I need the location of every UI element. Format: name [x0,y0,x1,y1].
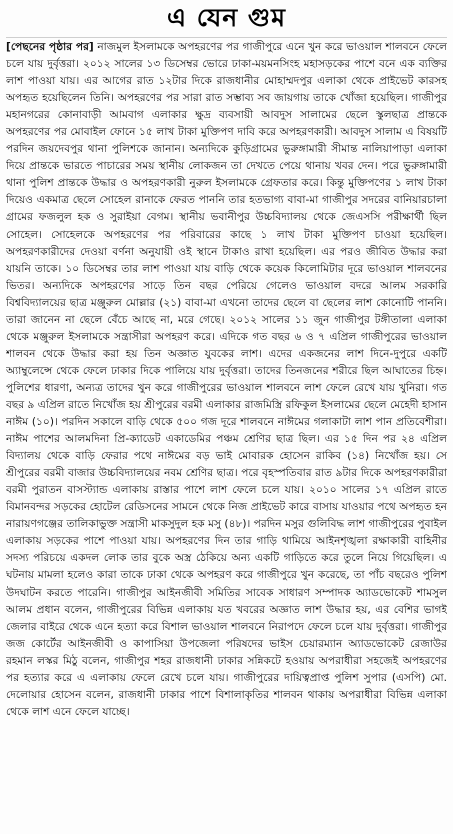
article-text: নাজমুল ইসলামকে অপহরণের পর গাজীপুরে এনে খুন করে ভাওয়াল শালবনে ফেলে চলে যায় দুর্বৃত্তরা। ২০১২ সালের ১৩ ডিসেম্বর ভোরে ঢাকা-ময়মনসিংহ মহাসড়কের পাশে বনে এক ব্যক্তির লাশ পাওয়া যায়। এর আগের রাত ১২টার দিকে রাজধানীর মোহাম্মদপুর এলাকা থেকে প্রাইভেট কারসহ অপহৃত হয়েছিলেন তিনি। অপহরণের পর সারা রাত সম্ভাব্য সব জায়গায় তাকে খোঁজা হয়েছিল। গাজীপুর মহানগরের কোনাবাড়ী আমবাগ এলাকার ক্ষুদ্র ব্যবসায়ী আবদুস সালামের ছেলে স্কুলছাত্র প্রান্তকে অপহরণের পর মোবাইল ফোনে ১৫ লাখ টাকা মুক্তিপণ দাবি করে অপহরণকারী। আবদুস সালাম এ বিষয়টি পরদিন জয়দেবপুর থানা পুলিশকে জানান। অন্যদিকে কুড়িগ্রামের ভুরুঙ্গামারী সীমান্ত নালিয়াপাড়া এলাকা দিয়ে প্রান্তকে ভারতে পাচারের সময় স্থানীয় লোকজন তা দেখতে পেয়ে থানায় খবর দেন। পরে ভুরুঙ্গামারী থানা পুলিশ প্রান্তকে উদ্ধার ও অপহরণকারী নুরুল ইসলামকে গ্রেফতার করে। কিন্তু মুক্তিপণের ১ লাখ টাকা দিয়েও একমাত্র ছেলে সোহেল রানাকে ফেরত পাননি তার হতভাগ্য বাবা-মা গাজীপুর সদরের বানিয়ারচালা গ্রামের ফজলুল হক ও সুরাইয়া বেগম। স্থানীয় ভবানীপুর উচ্চবিদ্যালয় থেকে জেএসসি পরীক্ষার্থী ছিল সোহেল। সোহেলকে অপহরণের পর পরিবারের কাছে ১ লাখ টাকা মুক্তিপণ চাওয়া হয়েছিল। অপহরণকারীদের দেওয়া বর্ণনা অনুযায়ী ওই স্থানে টাকাও রাখা হয়েছিল। এর পরও জীবিত উদ্ধার করা যায়নি তাকে। ১০ ডিসেম্বর তার লাশ পাওয়া যায় বাড়ি থেকে কয়েক কিলোমিটার দূরে ভাওয়াল শালবনের ভিতর। অন্যদিকে অপহরণের সাড়ে তিন বছর পেরিয়ে গেলেও ভাওয়াল বদরে আলম সরকারি বিশ্ববিদ্যালয়ের ছাত্র মঞ্জুরুল মোল্লার (২১) বাবা-মা এখনো তাদের ছেলে বা ছেলের লাশ কোনোটি পাননি। তারা জানেন না ছেলে বেঁচে আছে না, মরে গেছে। ২০১২ সালের ১১ জুন গাজীপুর টঙ্গীতালা এলাকা থেকে মঞ্জুরুল ইসলামকে সন্ত্রাসীরা অপহরণ করে। এদিকে গত বছর ৬ ও ৭ এপ্রিল গাজীপুরের ভাওয়াল শালবন থেকে উদ্ধার করা হয় তিন অজ্ঞাত যুবকের লাশ। এদের একজনের লাশ দিনে-দুপুরে একটি অ্যাম্বুলেন্সে থেকে ফেলে ঢাকার দিকে পালিয়ে যায় দুর্বৃত্তরা। তাদের তিনজনের শরীরে ছিল আঘাতের চিহ্ন। পুলিশের ধারণা, অন্যত্র তাদের খুন করে গাজীপুরের ভাওয়াল শালবনে লাশ ফেলে রেখে যায় খুনিরা। গত বছর ৯ এপ্রিল রাতে নিখোঁজ হয় শ্রীপুরের বরমী এলাকার রাজমিস্ত্রি রফিকুল ইসলামের ছেলে মেহেদী হাসান নাঈম (১০)। পরদিন সকালে বাড়ি থেকে ৫০০ গজ দূরে শালবনে নাঈমের গলাকাটা লাশ পান প্রতিবেশীরা। নাঈম পাশের আলমদিনা প্রি-ক্যাডেট একাডেমির পঞ্চম শ্রেণির ছাত্র ছিল। এর ১৫ দিন পর ২৪ এপ্রিল বিদ্যালয় থেকে বাড়ি ফেরার পথে নাঈমের বড় ভাই মোবারক হোসেন রাকিব (১৪) নিখোঁজ হয়। সে শ্রীপুরের বরমী বাজার উচ্চবিদ্যালয়ের নবম শ্রেণির ছাত্র। পরে বৃহস্পতিবার রাত ৯টার দিকে অপহরণকারীরা বরমী পুরাতন বাসস্ট্যান্ড এলাকায় রাস্তার পাশে লাশ ফেলে চলে যায়। ২০১০ সালের ১৭ এপ্রিল রাতে বিমানবন্দর সড়কের হোটেল রেডিসনের সামনে থেকে নিজ প্রাইভেট কারে বাসায় যাওয়ার পথে অপহৃত হন নারায়ণগঞ্জের তালিকাভুক্ত সন্ত্রাসী মাকসুদুল হক মসু (৪৮)। পরদিন মসুর গুলিবিদ্ধ লাশ গাজীপুরের পুবাইল এলাকায় সড়কের পাশে পাওয়া যায়। অপহরণের দিন তার গাড়ি থামিয়ে আইনশৃঙ্খলা রক্ষাকারী বাহিনীর সদস্য পরিচয়ে একদল লোক তার বুকে অস্ত্র ঠেকিয়ে অন্য একটি গাড়িতে করে তুলে নিয়ে গিয়েছিল। এ ঘটনায় মামলা হলেও কারা তাকে ঢাকা থেকে অপহরণ করে গাজীপুরে খুন করেছে, তা পাঁচ বছরেও পুলিশ উদঘাটন করতে পারেনি। গাজীপুর আইনজীবী সমিতির সাবেক সাধারণ সম্পাদক অ্যাডভোকেট শামসুল আলম প্রধান বলেন, গাজীপুরের বিভিন্ন এলাকায় যত খবরের অজ্ঞাত লাশ উদ্ধার হয়, এর বেশির ভাগই জেলার বাইরে থেকে এনে হত্যা করে বিশাল ভাওয়াল শালবনে নিরাপদে ফেলে চলে যায় দুর্বৃত্তরা। গাজীপুর জজ কোর্টের আইনজীবী ও কাপাসিয়া উপজেলা পরিষদের ভাইস চেয়ারম্যান অ্যাডভোকেট রেজাউর রহমান লস্কর মিঠু বলেন, গাজীপুর শহর রাজধানী ঢাকার সন্নিকটে হওয়ায় অপরাধীরা সহজেই অপহরণের পর হত্যার করে এ এলাকায় ফেলে রেখে চলে যায়। গাজীপুরের দায়িত্বপ্রাপ্ত পুলিশ সুপার (এসপি) মো. দেলোয়ার হোসেন বলেন, রাজধানী ঢাকার পাশে বিশালাকৃতির শালবন থাকায় অপরাধীরা বিভিন্ন এলাকা থেকে লাশ এনে ফেলে যাচ্ছে। [6,41,447,718]
headline-divider [6,37,447,38]
headline: এ যেন গুম [167,2,286,32]
continued-from-label: [পেছনের পৃষ্ঠার পর] [6,41,94,53]
article-body [6,39,447,832]
article-paragraph [6,39,447,721]
